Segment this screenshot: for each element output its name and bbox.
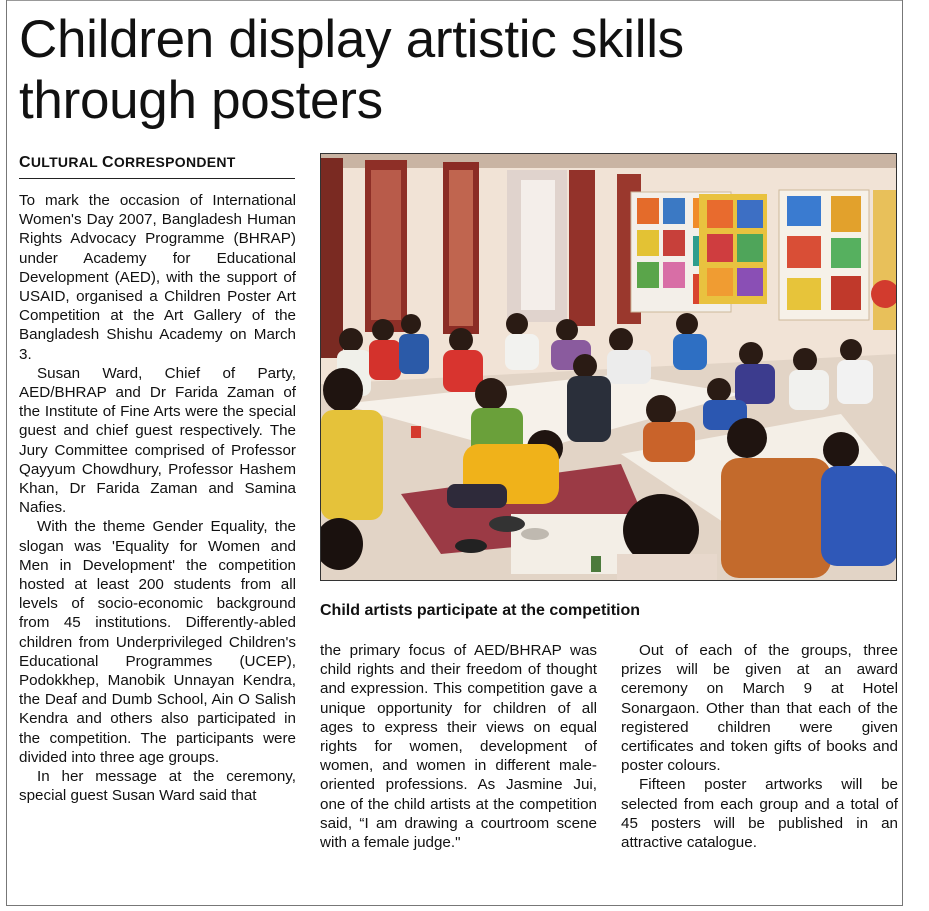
paragraph: the primary focus of AED/BHRAP was child rights and their freedom of thought and expression. This competition gave a unique opportunity for children of all ages to express their views on equal rights for women, development of women, and women in different male-oriented professions. As Jasmine Jui, one of the child artists at the competition said, “I am drawing a courtroom scene with a female judge.": [320, 642, 597, 852]
headline-line-1: Children display artistic skills: [19, 10, 684, 69]
article-photo: [320, 153, 897, 581]
paragraph: With the theme Gender Equality, the slogan was 'Equality for Women and Men in Development' the competition hosted at least 200 students from all levels of socio-economic background from 45 institutions. Differently-abled children from Underprivileged Children's Educational Programmes (UCEP), Podokkhep, Manobik Unnayan Kendra, the Deaf and Dumb School, Ain O Salish Kendra and others also participated in the competition. The participants were divided into three age groups.: [19, 518, 296, 766]
paragraph: In her message at the ceremony, special guest Susan Ward said that: [19, 768, 296, 805]
photo-caption: Child artists participate at the competition: [320, 602, 641, 619]
body-column-1: [19, 191, 296, 806]
paragraph: Susan Ward, Chief of Party, AED/BHRAP and Dr Farida Zaman of the Institute of Fine Arts were the special guest and chief guest respectively. The Jury Committee comprised of Professor Qayyum Chowdhury, Professor Hashem Khan, Dr Farida Zaman and Samina Nafies.: [19, 364, 296, 517]
byline: [19, 154, 295, 179]
body-column-3: [621, 641, 898, 852]
poster-wall: [631, 190, 897, 330]
paragraph: Out of each of the groups, three prizes will be given at an award ceremony on March 9 at Hotel Sonargaon. Other than that each of the registered children were given certificates and token gifts of books and poster colours.: [621, 642, 898, 775]
headline: [19, 9, 879, 131]
body-column-2: [320, 641, 597, 852]
headline-line-2: through posters: [19, 71, 383, 130]
photo-illustration: [321, 154, 897, 581]
paragraph: Fifteen poster artworks will be selected from each group and a total of 45 posters will be published in an attractive catalogue.: [621, 776, 898, 852]
byline-text: CULTURAL CORRESPONDENT: [19, 154, 236, 171]
paragraph: To mark the occasion of International Women's Day 2007, Bangladesh Human Rights Advocacy Programme (BHRAP) under Academy for Educational Development (AED), with the support of USAID, organised a Children Poster Art Competition at the Art Gallery of the Bangladesh Shishu Academy on March 3.: [19, 192, 296, 363]
